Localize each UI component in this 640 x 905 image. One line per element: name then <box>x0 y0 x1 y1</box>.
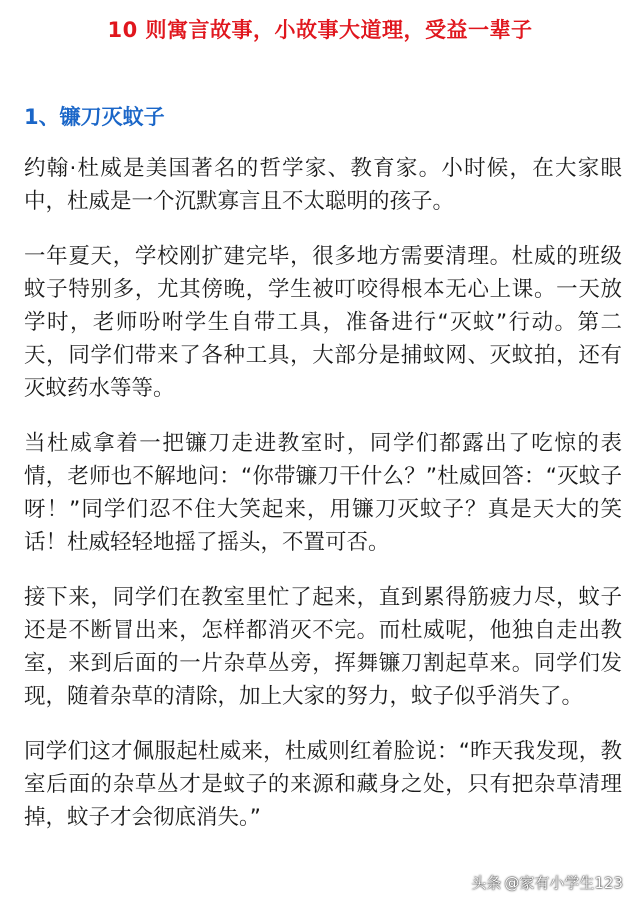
page-title: 10 则寓言故事，小故事大道理，受益一辈子 <box>107 18 533 42</box>
story-paragraph: 当杜威拿着一把镰刀走进教室时，同学们都露出了吃惊的表情，老师也不解地问：“你带镰刀干什么？”杜威回答：“灭蚊子呀！”同学们忍不住大笑起来，用镰刀灭蚊子？真是天大的笑话！杜威轻轻地摇了摇头，不置可否。 <box>24 431 622 555</box>
story-body <box>24 152 622 856</box>
source-watermark <box>471 872 626 893</box>
watermark-account: @家有小学生123 <box>504 874 623 892</box>
section-heading: 1、镰刀灭蚊子 <box>24 105 165 129</box>
story-paragraph: 接下来，同学们在教室里忙了起来，直到累得筋疲力尽，蚊子还是不断冒出来，怎样都消灭不完。而杜威呢，他独自走出教室，来到后面的一片杂草丛旁，挥舞镰刀割起草来。同学们发现，随着杂草的清除，加上大家的努力，蚊子似乎消失了。 <box>24 585 622 709</box>
story-paragraph: 一年夏天，学校刚扩建完毕，很多地方需要清理。杜威的班级蚊子特别多，尤其傍晚，学生被叮咬得根本无心上课。一天放学时，老师吩咐学生自带工具，准备进行“灭蚊”行动。第二天，同学们带来了各种工具，大部分是捕蚊网、灭蚊拍，还有灭蚊药水等等。 <box>24 244 622 401</box>
story-paragraph: 约翰·杜威是美国著名的哲学家、教育家。小时候，在大家眼中，杜威是一个沉默寡言且不太聪明的孩子。 <box>24 156 622 214</box>
story-paragraph: 同学们这才佩服起杜威来，杜威则红着脸说：“昨天我发现，教室后面的杂草丛才是蚊子的来源和藏身之处，只有把杂草清理掉，蚊子才会彻底消失。” <box>24 739 622 830</box>
watermark-platform: 头条 <box>471 874 502 892</box>
